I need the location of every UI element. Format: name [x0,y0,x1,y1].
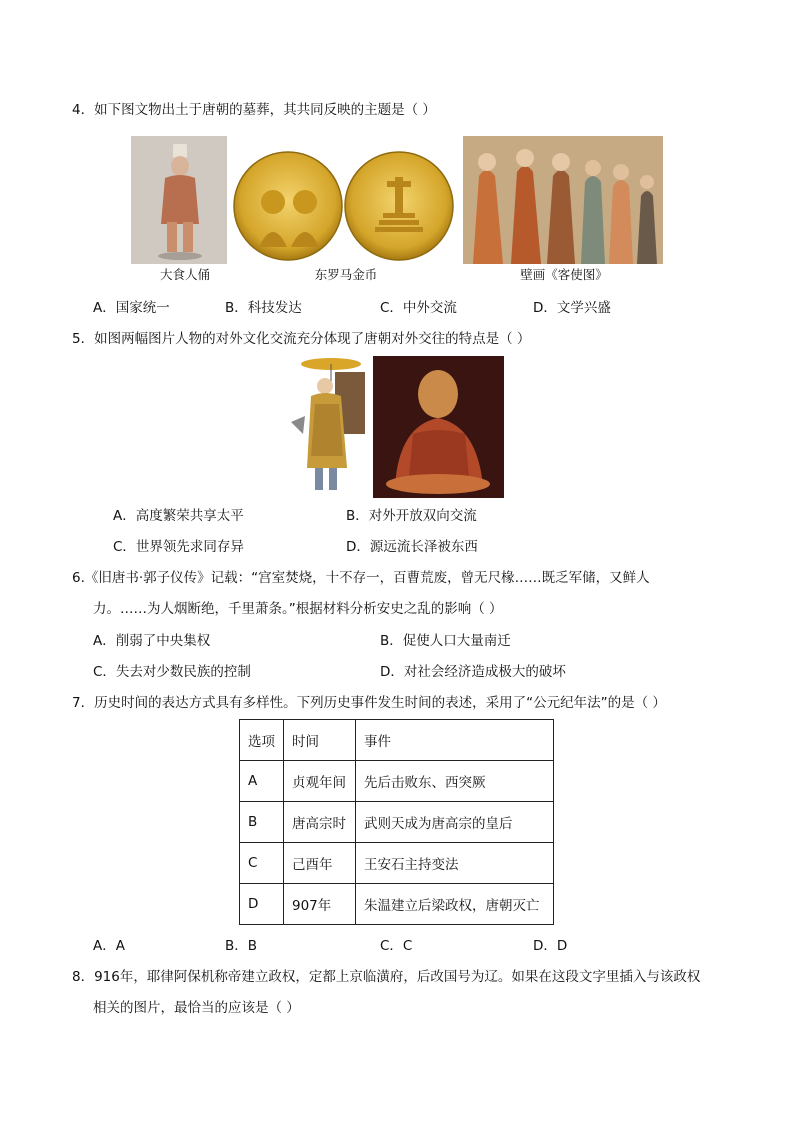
table-cell: 王安石主持变法 [356,843,554,884]
q7-stem: 7．历史时间的表达方式具有多样性。下列历史事件发生时间的表述，采用了“公元纪年法”的是（ ） [72,695,666,711]
table-cell: 贞观年间 [284,761,356,802]
gold-coins-image [233,147,455,265]
figurine-image [131,136,227,264]
q5-option-d: D．源远流长泽被东西 [346,539,478,555]
q4-option-a: A．国家统一 [93,300,170,316]
table-cell: D [240,884,284,925]
q8-stem-line2: 相关的图片，最恰当的应该是（ ） [93,1000,300,1016]
table-cell: B [240,802,284,843]
table-header-option: 选项 [240,720,284,761]
table-row [240,802,554,843]
table-cell: 武则天成为唐高宗的皇后 [356,802,554,843]
q7-option-b: B．B [225,938,258,954]
caption-envoys-mural: 壁画《客使图》 [520,267,608,282]
q7-option-d: D．D [533,938,568,954]
table-header-row [240,720,554,761]
q7-option-a: A．A [93,938,125,954]
caption-gold-coins: 东罗马金币 [314,267,378,282]
monk-traveler-image [289,356,371,498]
q6-stem-line2: 力。……为人烟断绝，千里萧条。”根据材料分析安史之乱的影响（ ） [93,601,503,617]
table-cell: 朱温建立后梁政权，唐朝灭亡 [356,884,554,925]
q6-option-d: D．对社会经济造成极大的破坏 [380,664,566,680]
q4-option-d: D．文学兴盛 [533,300,611,316]
q6-option-a: A．削弱了中央集权 [93,633,211,649]
table-cell: 己酉年 [284,843,356,884]
q4-option-c: C．中外交流 [380,300,457,316]
q5-option-a: A．高度繁荣共享太平 [113,508,244,524]
q6-stem-line1: 6.《旧唐书·郭子仪传》记载：“宫室焚烧，十不存一，百曹荒废，曾无尺椽……既乏军储，又鲜人 [72,570,650,586]
table-cell: A [240,761,284,802]
table-row [240,884,554,925]
table-cell: C [240,843,284,884]
q7-table [239,719,554,925]
table-header-event: 事件 [356,720,554,761]
table-header-time: 时间 [284,720,356,761]
q6-option-c: C．失去对少数民族的控制 [93,664,251,680]
envoys-mural-image [463,136,663,264]
q5-option-c: C．世界领先求同存异 [113,539,244,555]
table-cell: 907年 [284,884,356,925]
table-cell: 先后击败东、西突厥 [356,761,554,802]
table-cell: 唐高宗时 [284,802,356,843]
q4-option-b: B．科技发达 [225,300,302,316]
caption-figurine: 大食人俑 [159,267,210,282]
q4-stem: 4．如下图文物出土于唐朝的墓葬，其共同反映的主题是（ ） [72,102,436,118]
jianzhen-statue-image [373,356,504,498]
q8-stem-line1: 8．916年，耶律阿保机称帝建立政权，定都上京临潢府，后改国号为辽。如果在这段文字里插入与该政权 [72,969,701,985]
q7-option-c: C．C [380,938,413,954]
table-row [240,761,554,802]
q5-option-b: B．对外开放双向交流 [346,508,477,524]
table-row [240,843,554,884]
q5-stem: 5．如图两幅图片人物的对外文化交流充分体现了唐朝对外交往的特点是（ ） [72,331,531,347]
q6-option-b: B．促使人口大量南迁 [380,633,511,649]
